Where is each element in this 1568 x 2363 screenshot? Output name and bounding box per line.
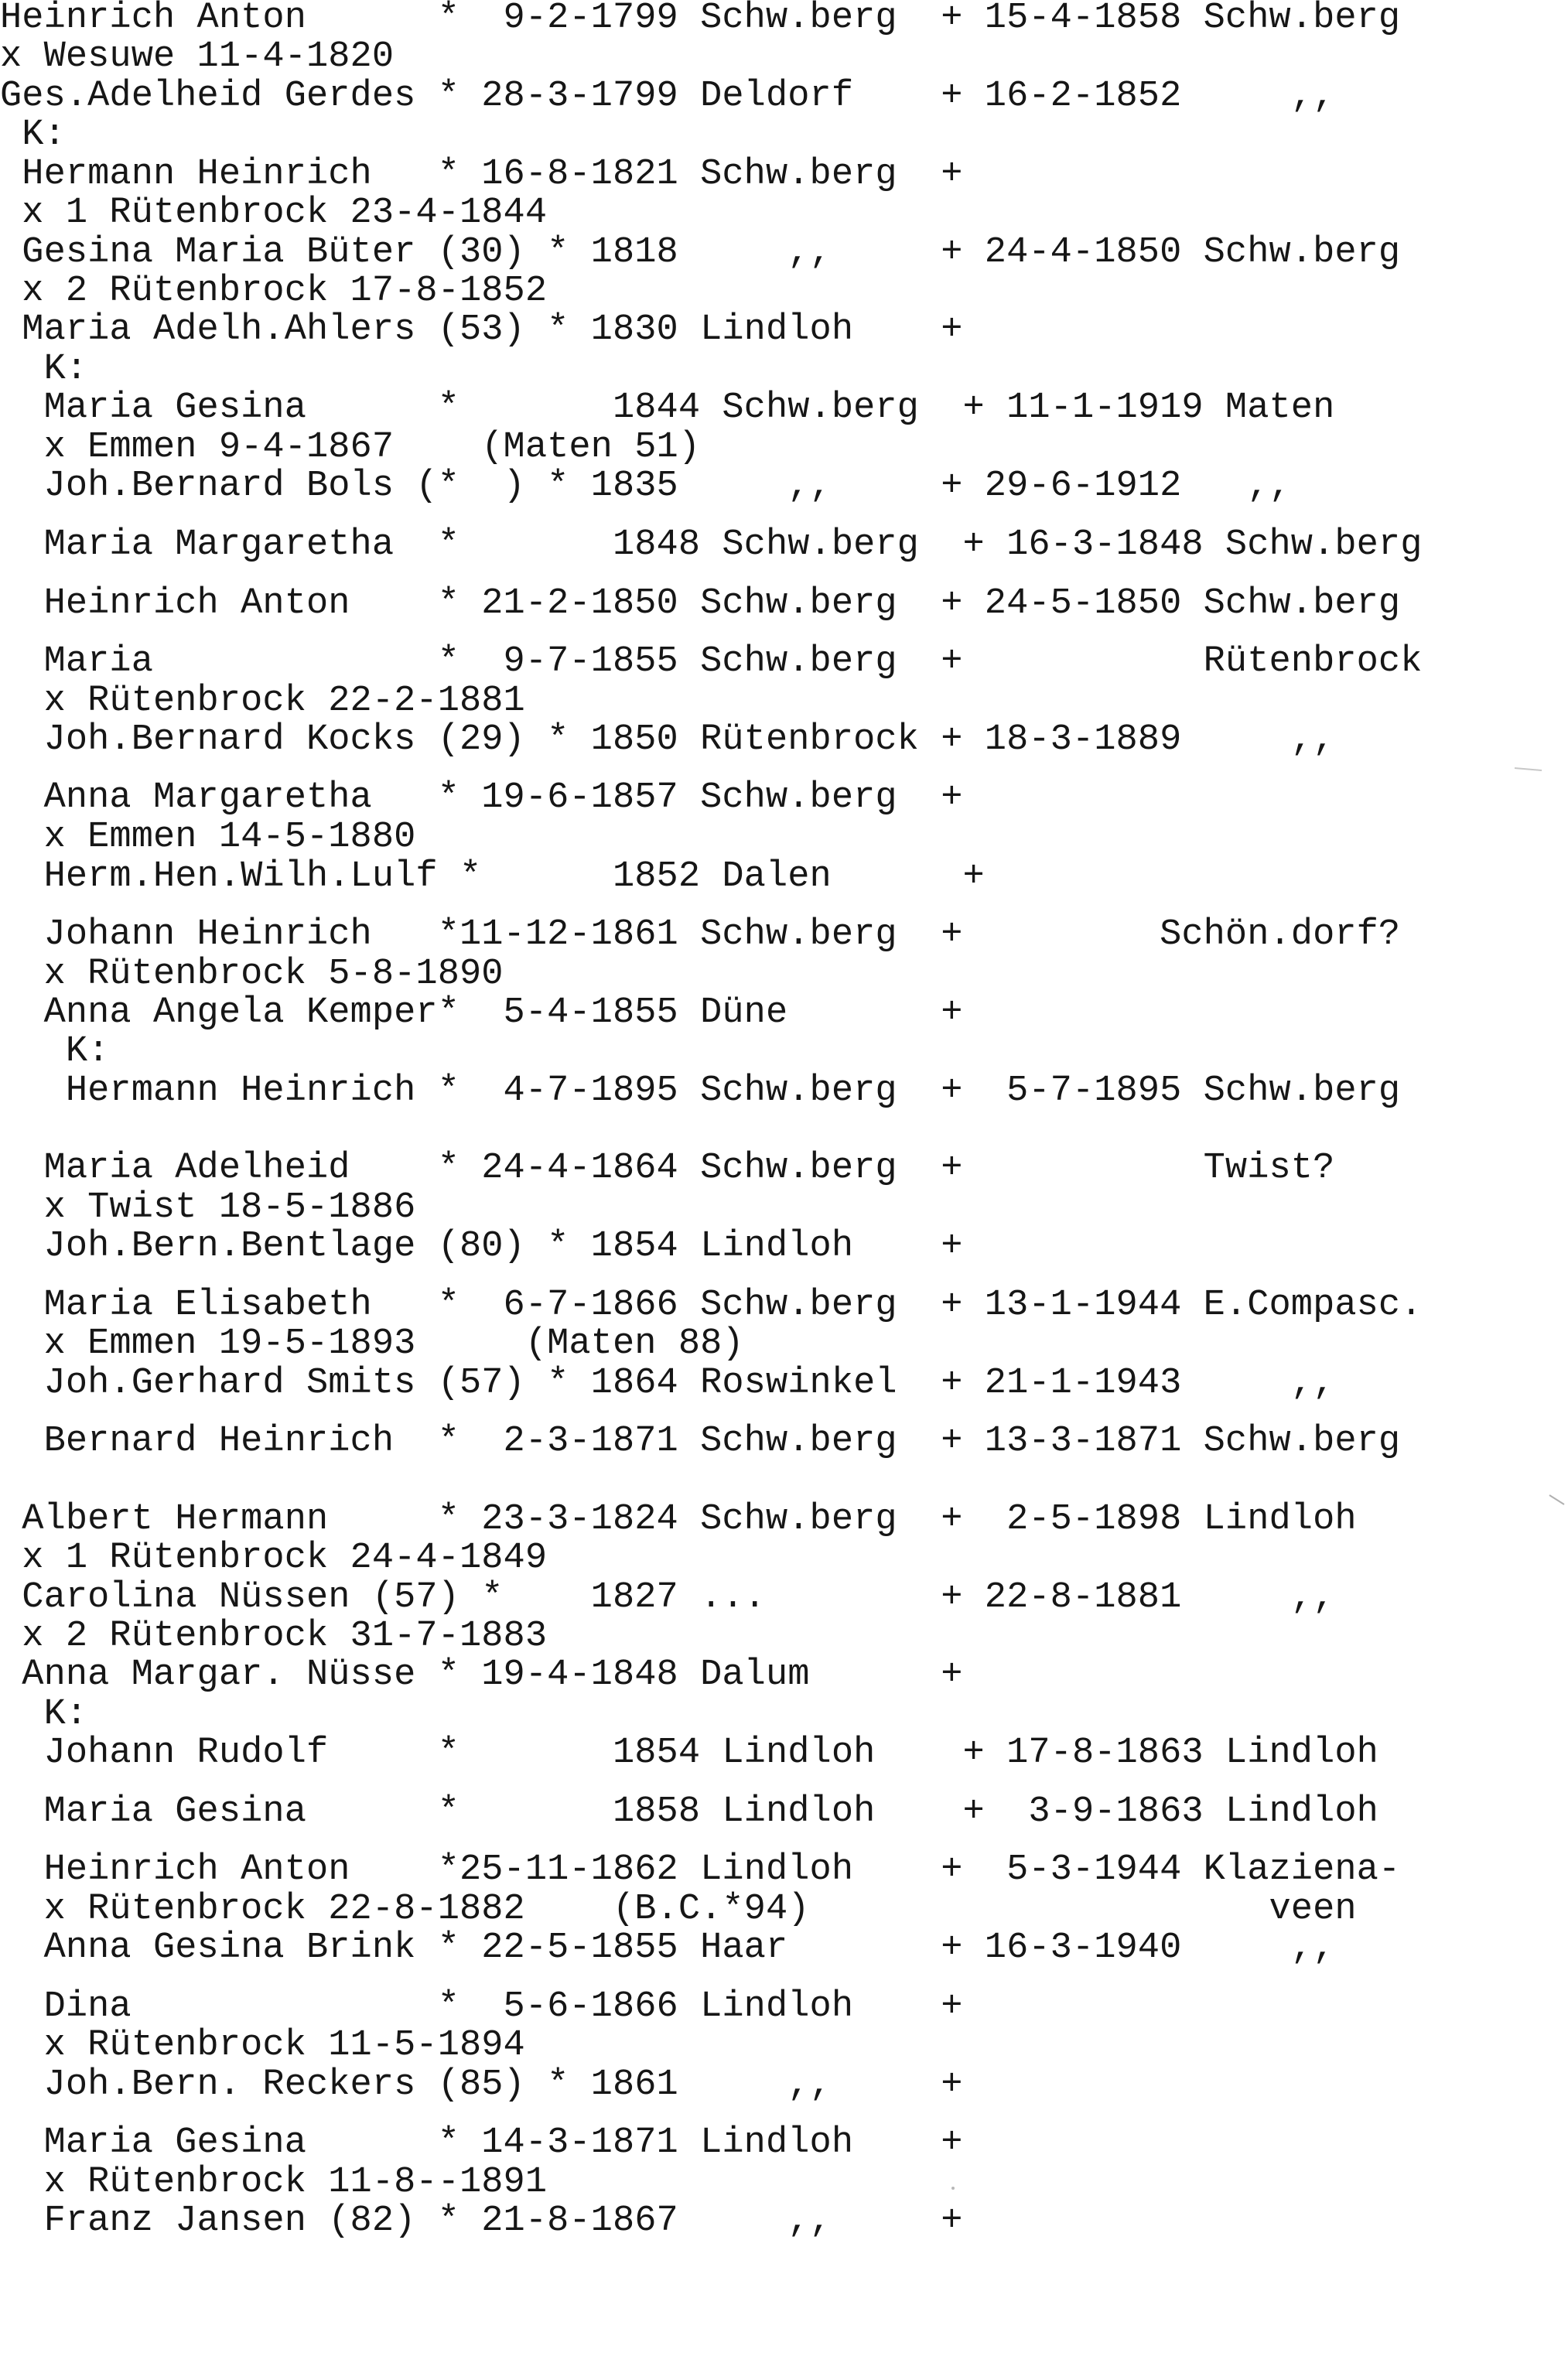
text-line: Maria * 9-7-1855 Schw.berg + Rütenbrock bbox=[0, 641, 1423, 682]
text-line: Heinrich Anton *25-11-1862 Lindloh + 5-3-1944 Klaziena- bbox=[0, 1849, 1401, 1890]
text-line: K: bbox=[0, 114, 66, 155]
text-line: x Rütenbrock 22-8-1882 (B.C.*94) veen bbox=[0, 1889, 1357, 1930]
text-line: Bernard Heinrich * 2-3-1871 Schw.berg + 13-3-1871 Schw.berg bbox=[0, 1421, 1401, 1462]
text-line: Maria Gesina * 14-3-1871 Lindloh + bbox=[0, 2122, 963, 2163]
text-line: K: bbox=[0, 1694, 88, 1735]
text-line: x 2 Rütenbrock 17-8-1852 bbox=[0, 271, 548, 312]
text-line: Johann Heinrich *11-12-1861 Schw.berg + Schön.dorf? bbox=[0, 914, 1401, 955]
text-line: Dina * 5-6-1866 Lindloh + bbox=[0, 1986, 963, 2027]
text-line: Carolina Nüssen (57) * 1827 ... + 22-8-1881 ,, bbox=[0, 1577, 1335, 1618]
text-line: x Rütenbrock 11-5-1894 bbox=[0, 2025, 525, 2066]
text-line: Franz Jansen (82) * 21-8-1867 ,, + bbox=[0, 2201, 963, 2242]
text-line: x Emmen 14-5-1880 bbox=[0, 817, 416, 858]
text-line: Maria Gesina * 1844 Schw.berg + 11-1-1919 Maten bbox=[0, 388, 1335, 429]
text-line: x 1 Rütenbrock 24-4-1849 bbox=[0, 1538, 548, 1579]
scan-speck bbox=[1515, 768, 1542, 770]
text-line: x Rütenbrock 5-8-1890 bbox=[0, 954, 504, 995]
text-line: Gesina Maria Büter (30) * 1818 ,, + 24-4-1850 Schw.berg bbox=[0, 232, 1401, 273]
text-line: Anna Margar. Nüsse * 19-4-1848 Dalum + bbox=[0, 1654, 963, 1695]
text-line: Maria Adelheid * 24-4-1864 Schw.berg + Twist? bbox=[0, 1148, 1335, 1189]
text-line: Anna Angela Kemper* 5-4-1855 Düne + bbox=[0, 992, 963, 1033]
text-line: K: bbox=[0, 1031, 110, 1072]
text-line: Joh.Bernard Kocks (29) * 1850 Rütenbrock + 18-3-1889 ,, bbox=[0, 719, 1335, 760]
text-line: Ges.Adelheid Gerdes * 28-3-1799 Deldorf + 16-2-1852 ,, bbox=[0, 76, 1335, 117]
text-line: Maria Gesina * 1858 Lindloh + 3-9-1863 Lindloh bbox=[0, 1791, 1378, 1832]
text-line: Joh.Bern. Reckers (85) * 1861 ,, + bbox=[0, 2064, 963, 2105]
text-line: K: bbox=[0, 349, 88, 390]
text-line: Joh.Bern.Bentlage (80) * 1854 Lindloh + bbox=[0, 1226, 963, 1267]
text-line: Joh.Gerhard Smits (57) * 1864 Roswinkel + 21-1-1943 ,, bbox=[0, 1363, 1335, 1404]
text-line: x Twist 18-5-1886 bbox=[0, 1187, 416, 1228]
text-line: Johann Rudolf * 1854 Lindloh + 17-8-1863 Lindloh bbox=[0, 1733, 1378, 1774]
text-line: Herm.Hen.Wilh.Lulf * 1852 Dalen + bbox=[0, 856, 985, 897]
text-line: Heinrich Anton * 21-2-1850 Schw.berg + 24-5-1850 Schw.berg bbox=[0, 583, 1401, 624]
text-line: Maria Elisabeth * 6-7-1866 Schw.berg + 13-1-1944 E.Compasc. bbox=[0, 1285, 1423, 1326]
text-line: Joh.Bernard Bols (* ) * 1835 ,, + 29-6-1912 ,, bbox=[0, 466, 1291, 507]
text-line: x Rütenbrock 11-8--1891 bbox=[0, 2162, 548, 2203]
text-line: Anna Gesina Brink * 22-5-1855 Haar + 16-3-1940 ,, bbox=[0, 1928, 1335, 1969]
text-line: Heinrich Anton * 9-2-1799 Schw.berg + 15-4-1858 Schw.berg bbox=[0, 0, 1401, 39]
text-line: x 1 Rütenbrock 23-4-1844 bbox=[0, 193, 548, 234]
text-line: x 2 Rütenbrock 31-7-1883 bbox=[0, 1616, 548, 1657]
text-line: Maria Margaretha * 1848 Schw.berg + 16-3-1848 Schw.berg bbox=[0, 524, 1423, 565]
scan-speck bbox=[951, 2187, 955, 2190]
text-line: x Emmen 19-5-1893 (Maten 88) bbox=[0, 1323, 744, 1364]
text-line: Hermann Heinrich * 16-8-1821 Schw.berg + bbox=[0, 154, 963, 195]
text-line: Albert Hermann * 23-3-1824 Schw.berg + 2-5-1898 Lindloh bbox=[0, 1499, 1357, 1540]
text-line: Maria Adelh.Ahlers (53) * 1830 Lindloh + bbox=[0, 309, 963, 350]
text-line: Anna Margaretha * 19-6-1857 Schw.berg + bbox=[0, 777, 963, 818]
text-line: x Emmen 9-4-1867 (Maten 51) bbox=[0, 427, 701, 468]
scan-speck bbox=[1549, 1495, 1564, 1504]
text-line: Hermann Heinrich * 4-7-1895 Schw.berg + 5-7-1895 Schw.berg bbox=[0, 1071, 1401, 1111]
text-line: x Wesuwe 11-4-1820 bbox=[0, 36, 395, 77]
text-line: x Rütenbrock 22-2-1881 bbox=[0, 681, 525, 722]
